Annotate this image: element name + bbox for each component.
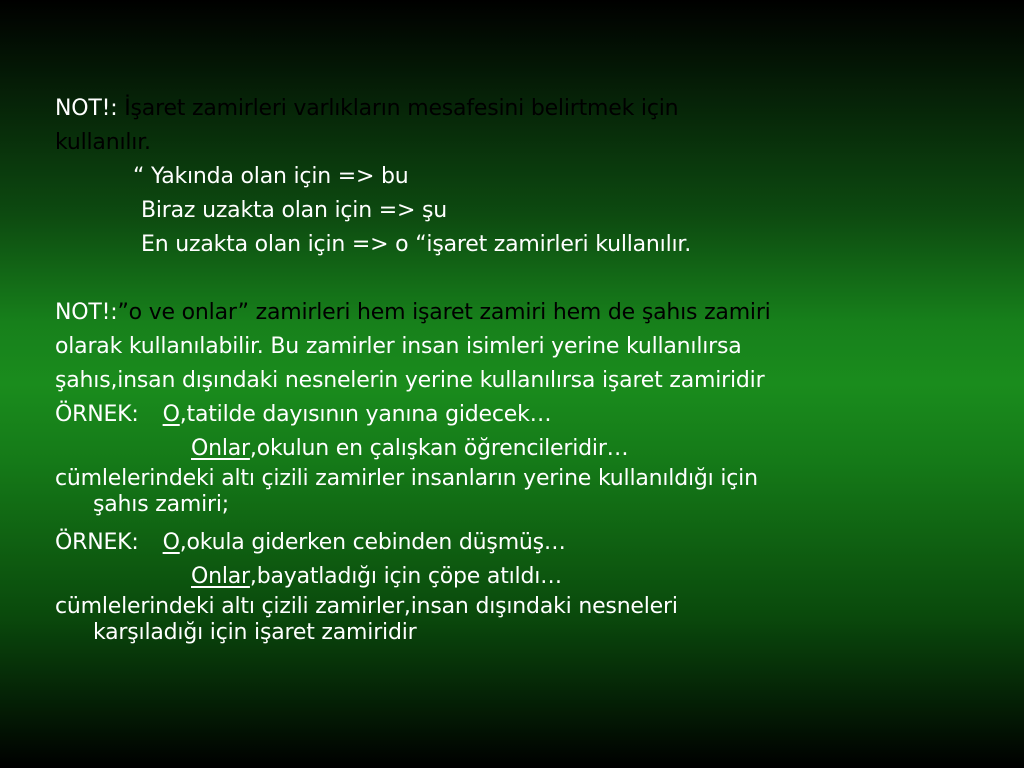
note-1-line-1 [55, 92, 955, 126]
comment-1-line-2: şahıs zamiri; [93, 492, 229, 517]
distance-mid-line: Biraz uzakta olan için => şu [141, 198, 448, 223]
example-1-line-1: ÖRNEK: O,tatilde dayısının yanına gidecek… [55, 402, 552, 427]
example-2-line-2: Onlar,bayatladığı için çöpe atıldı… [191, 564, 562, 589]
distance-near-line: “ Yakında olan için => bu [133, 164, 409, 189]
comment-1-line-1: cümlelerindeki altı çizili zamirler insanların yerine kullanıldığı için [55, 466, 758, 491]
note-label: NOT!: [55, 300, 118, 325]
note-1-text: İşaret zamirleri varlıkların mesafesini belirtmek için [117, 96, 679, 121]
underlined-pronoun: O [162, 530, 180, 555]
distance-far-line: En uzakta olan için => o “işaret zamirleri kullanılır. [141, 232, 692, 257]
example-label: ÖRNEK: [55, 530, 139, 555]
comment-2-line-2: karşıladığı için işaret zamiridir [93, 620, 417, 645]
note-2-line-2: olarak kullanılabilir. Bu zamirler insan isimleri yerine kullanılırsa [55, 334, 742, 359]
comment-2-line-1: cümlelerindeki altı çizili zamirler,insan dışındaki nesneleri [55, 594, 678, 619]
spacer [55, 262, 955, 296]
underlined-pronoun: Onlar [191, 564, 250, 589]
note-2-line-3: şahıs,insan dışındaki nesnelerin yerine kullanılırsa işaret zamiridir [55, 368, 765, 393]
underlined-pronoun: Onlar [191, 436, 250, 461]
pronoun-o: o [395, 232, 409, 257]
example-1-line-2: Onlar,okulun en çalışkan öğrencileridir… [191, 436, 629, 461]
note-1-line-2: kullanılır. [55, 130, 151, 155]
example-2-line-1: ÖRNEK: O,okula giderken cebinden düşmüş… [55, 530, 566, 555]
pronoun-su: şu [422, 198, 448, 223]
note-label: NOT!: [55, 96, 118, 121]
note-2-line-1: NOT!:”o ve onlar” zamirleri hem işaret zamiri hem de şahıs zamiri [55, 300, 771, 325]
example-label: ÖRNEK: [55, 402, 139, 427]
slide-body [55, 92, 955, 646]
pronoun-bu: bu [381, 164, 409, 189]
underlined-pronoun: O [162, 402, 180, 427]
